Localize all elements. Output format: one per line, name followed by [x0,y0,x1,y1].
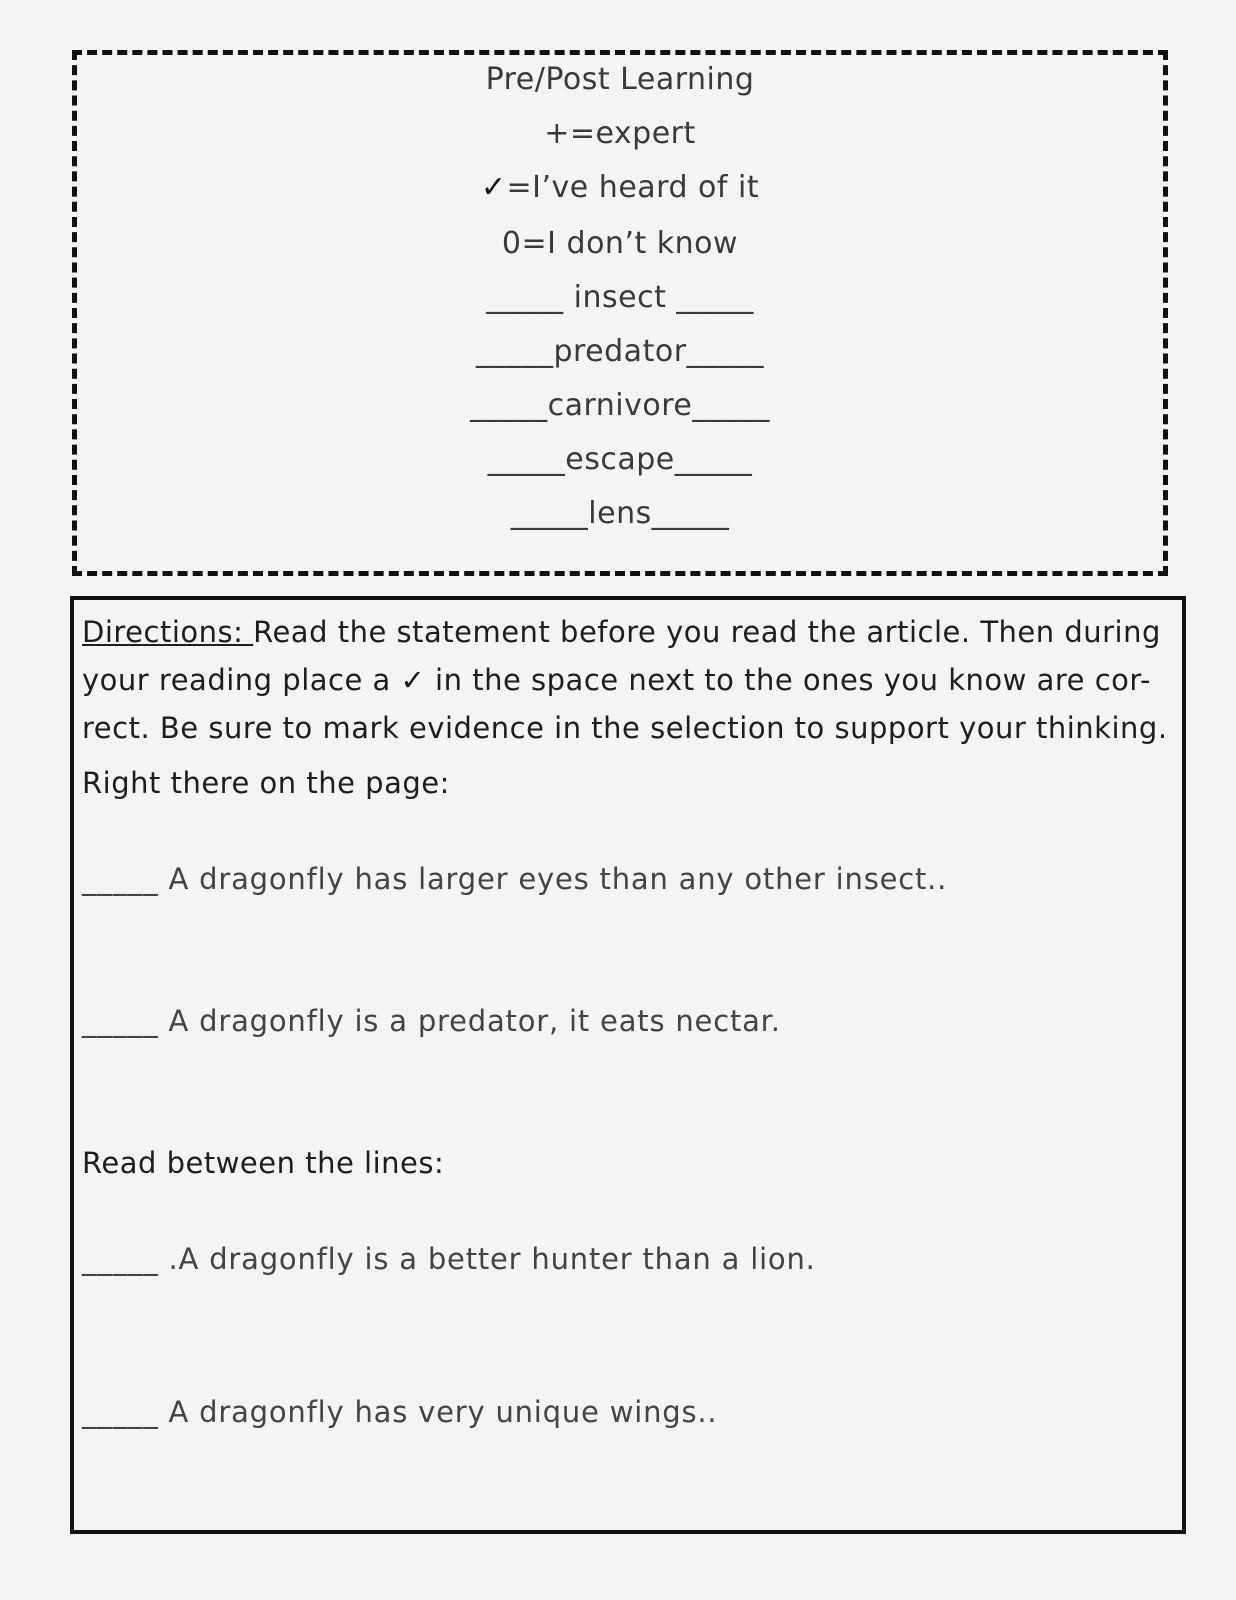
answer-blank[interactable]: _____ [82,1395,159,1429]
key-heard-of-it [77,171,1163,205]
vocab-title: Pre/Post Learning [485,62,755,97]
directions-text-part1: Read the statement before you read the article. Then during your reading place a [82,615,1161,697]
key-dont-know: 0=I don’t know [501,226,739,261]
statement-2 [82,1004,781,1038]
vocab-word-lens: _____lens_____ [510,496,730,531]
key-expert: +=expert [544,116,696,151]
answer-blank[interactable]: _____ [82,862,159,896]
answer-blank[interactable]: _____ [82,1004,159,1038]
directions-paragraph [82,608,1182,752]
key-heard-text: =I’ve heard of it [506,170,760,205]
statement-text: A dragonfly has very unique wings.. [158,1395,718,1429]
directions-label: Directions: [82,615,254,649]
section-heading-right-there: Right there on the page: [82,766,450,800]
directions-box [70,596,1186,1534]
vocab-word-carnivore: _____carnivore_____ [470,388,770,423]
checkmark-icon: ✓ [480,170,507,205]
section-heading-read-between: Read between the lines: [82,1146,445,1180]
statement-text: A dragonfly has larger eyes than any other insect.. [158,862,948,896]
statement-text: A dragonfly is a predator, it eats nectar. [158,1004,781,1038]
answer-blank[interactable]: _____ [82,1242,159,1276]
statement-text: .A dragonfly is a better hunter than a lion. [158,1242,816,1276]
vocab-word-predator: _____predator_____ [475,334,765,369]
directions-text-part2: in the space next to the ones you know are cor-rect. Be sure to mark evidence in the selection to support your thinking. [82,663,1168,745]
pre-post-learning-box [72,50,1168,576]
statement-1 [82,862,947,896]
statement-3 [82,1242,816,1276]
checkmark-icon: ✓ [400,663,426,697]
vocab-word-escape: _____escape_____ [487,442,753,477]
statement-4 [82,1395,717,1429]
vocab-word-insect: _____ insect _____ [486,280,754,315]
